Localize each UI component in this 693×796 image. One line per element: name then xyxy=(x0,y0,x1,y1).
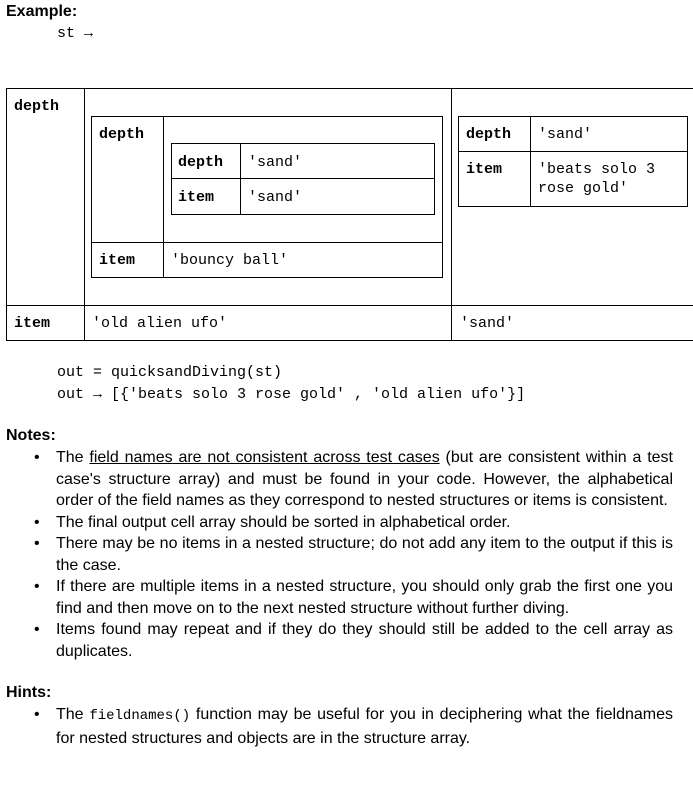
outer-depth-label: depth xyxy=(14,98,60,115)
right-item-value-line1: 'beats solo 3 xyxy=(538,161,656,178)
left-item-label: item xyxy=(99,252,136,269)
inner-depth-value: 'sand' xyxy=(248,154,303,171)
notes-heading: Notes: xyxy=(6,427,56,444)
right-nested-label-divider xyxy=(530,116,531,207)
outer-mid-border xyxy=(6,305,693,306)
right-depth-value: 'sand' xyxy=(538,126,593,143)
st-line: st → xyxy=(57,25,94,42)
right-bottom-value: 'sand' xyxy=(460,315,515,332)
example-heading: Example: xyxy=(6,3,78,20)
right-item-label: item xyxy=(466,161,503,178)
outer-bottom-border xyxy=(6,340,693,341)
inner-nested-divider xyxy=(171,178,435,179)
note-item-5: • Items found may repeat and if they do they should still be added to the cell array as duplicates. xyxy=(6,619,673,662)
out-result-line: out → [{'beats solo 3 rose gold' , 'old alien ufo'}] xyxy=(57,386,526,403)
outer-left-border xyxy=(6,88,7,341)
right-depth-label: depth xyxy=(466,126,512,143)
note-underlined-text: field names are not consistent across test cases xyxy=(89,449,440,466)
left-nested-divider xyxy=(91,242,443,243)
out-call-line: out = quicksandDiving(st) xyxy=(57,364,283,381)
fieldnames-code: fieldnames() xyxy=(89,708,191,724)
inner-depth-label: depth xyxy=(178,154,224,171)
left-depth-label: depth xyxy=(99,126,145,143)
note-item-2: • The final output cell array should be sorted in alphabetical order. xyxy=(6,512,673,534)
hint-item-1: • The fieldnames() function may be useful for you in deciphering what the fieldnames for nested structures and objects are in the structure array. xyxy=(6,704,673,749)
outer-item-value: 'old alien ufo' xyxy=(92,315,228,332)
inner-item-label: item xyxy=(178,189,215,206)
notes-list xyxy=(6,447,673,662)
outer-top-border xyxy=(6,88,693,89)
note-item-3: • There may be no items in a nested structure; do not add any item to the output if this is the case. xyxy=(6,533,673,576)
inner-nested-label-divider xyxy=(240,143,241,215)
note-item-4: • If there are multiple items in a nested structure, you should only grab the first one you find and then move on to the next nested structure without further diving. xyxy=(6,576,673,619)
note-item-1: • The field names are not consistent across test cases (but are consistent within a test case's structure array) and must be found in your code. However, the alphabetical order of the field names as they correspond to nested structures or items is consistent. xyxy=(6,447,673,512)
left-item-value: 'bouncy ball' xyxy=(171,252,289,269)
hints-heading: Hints: xyxy=(6,684,52,701)
inner-item-value: 'sand' xyxy=(248,189,303,206)
outer-label-divider xyxy=(84,88,85,341)
outer-item-label: item xyxy=(14,315,51,332)
left-nested-label-divider xyxy=(163,116,164,278)
hints-list xyxy=(6,704,673,749)
struct-diagram xyxy=(0,0,693,345)
outer-column-divider xyxy=(451,88,452,341)
right-item-value-line2: rose gold' xyxy=(538,180,629,197)
right-nested-divider xyxy=(458,151,688,152)
